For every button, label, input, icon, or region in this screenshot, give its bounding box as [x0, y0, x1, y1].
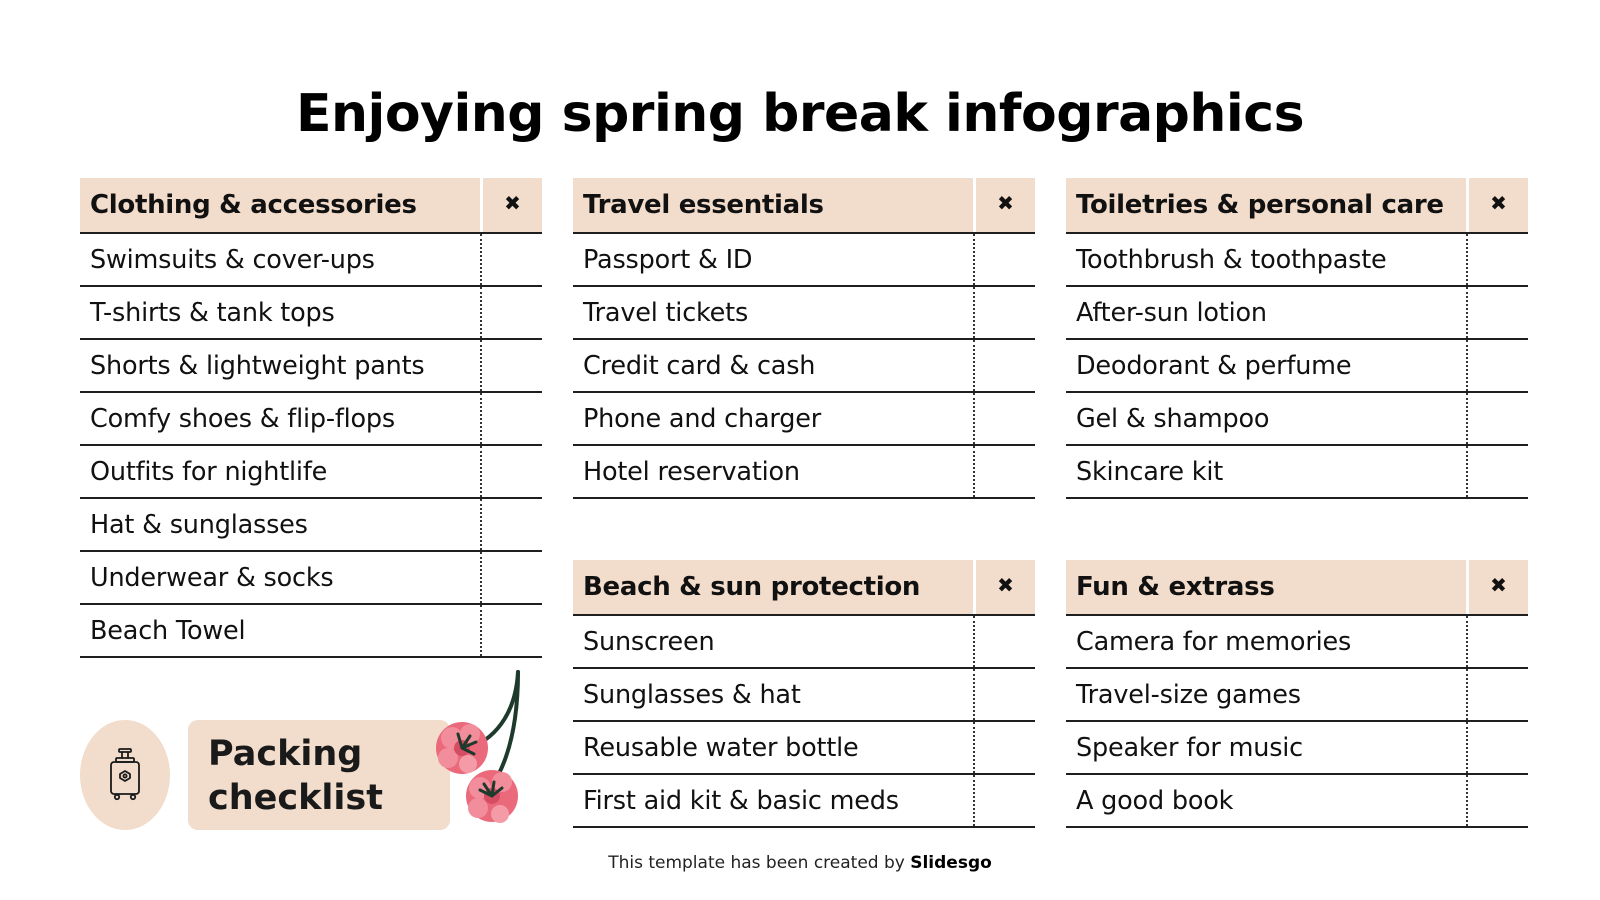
item-label: Skincare kit [1076, 456, 1224, 487]
check-cell[interactable] [973, 446, 1035, 497]
check-cell[interactable] [480, 234, 542, 285]
check-cell[interactable] [480, 605, 542, 656]
x-mark-icon: ✖ [1466, 178, 1528, 232]
item-label: Sunscreen [583, 626, 715, 657]
checklist-row [573, 340, 1035, 393]
check-cell[interactable] [1466, 234, 1528, 285]
checklist-row [80, 393, 542, 446]
item-label: Shorts & lightweight pants [90, 350, 425, 381]
check-cell[interactable] [973, 234, 1035, 285]
packing-checklist-badge [188, 720, 450, 830]
checklist-fun-extras [1066, 560, 1528, 828]
check-cell[interactable] [973, 287, 1035, 338]
checklist-row [1066, 722, 1528, 775]
check-cell[interactable] [1466, 669, 1528, 720]
checklist-row [1066, 446, 1528, 499]
table-header [80, 178, 542, 234]
checklist-travel-essentials [573, 178, 1035, 499]
checklist-row [80, 340, 542, 393]
item-label: Comfy shoes & flip-flops [90, 403, 395, 434]
table-header [573, 560, 1035, 616]
checklist-row [573, 234, 1035, 287]
x-mark-icon: ✖ [480, 178, 542, 232]
item-label: Speaker for music [1076, 732, 1303, 763]
checklist-toiletries [1066, 178, 1528, 499]
check-cell[interactable] [1466, 393, 1528, 444]
item-label: Beach Towel [90, 615, 246, 646]
item-label: Credit card & cash [583, 350, 816, 381]
checklist-row [1066, 287, 1528, 340]
check-cell[interactable] [480, 552, 542, 603]
item-label: Gel & shampoo [1076, 403, 1270, 434]
suitcase-badge [80, 720, 170, 830]
checklist-row [1066, 669, 1528, 722]
check-cell[interactable] [480, 393, 542, 444]
item-label: Hotel reservation [583, 456, 800, 487]
item-label: Deodorant & perfume [1076, 350, 1352, 381]
pink-flowers-icon [430, 668, 530, 838]
category-title: Toiletries & personal care [1076, 190, 1444, 220]
checklist-row [573, 616, 1035, 669]
category-title: Fun & extrass [1076, 572, 1275, 602]
checklist-row [80, 605, 542, 658]
check-cell[interactable] [1466, 775, 1528, 826]
item-label: Passport & ID [583, 244, 753, 275]
item-label: Hat & sunglasses [90, 509, 308, 540]
check-cell[interactable] [1466, 287, 1528, 338]
checklist-beach-sun [573, 560, 1035, 828]
item-label: Camera for memories [1076, 626, 1352, 657]
x-mark-icon: ✖ [1466, 560, 1528, 614]
checklist-row [573, 446, 1035, 499]
check-cell[interactable] [1466, 446, 1528, 497]
checklist-row [573, 393, 1035, 446]
item-label: Swimsuits & cover-ups [90, 244, 375, 275]
footer-brand-link[interactable]: Slidesgo [910, 853, 992, 873]
item-label: Toothbrush & toothpaste [1076, 244, 1387, 275]
table-header [573, 178, 1035, 234]
check-cell[interactable] [973, 669, 1035, 720]
check-cell[interactable] [1466, 722, 1528, 773]
check-cell[interactable] [480, 446, 542, 497]
checklist-row [80, 287, 542, 340]
item-label: Sunglasses & hat [583, 679, 801, 710]
item-label: Outfits for nightlife [90, 456, 328, 487]
footer-text: This template has been created by [608, 853, 911, 873]
checklist-row [573, 775, 1035, 828]
category-title: Clothing & accessories [90, 190, 417, 220]
checklist-row [1066, 393, 1528, 446]
x-mark-icon: ✖ [973, 560, 1035, 614]
item-label: T-shirts & tank tops [90, 297, 335, 328]
check-cell[interactable] [1466, 340, 1528, 391]
item-label: Underwear & socks [90, 562, 334, 593]
checklist-row [80, 552, 542, 605]
item-label: Phone and charger [583, 403, 821, 434]
category-title: Travel essentials [583, 190, 824, 220]
check-cell[interactable] [1466, 616, 1528, 667]
item-label: After-sun lotion [1076, 297, 1267, 328]
checklist-row [80, 499, 542, 552]
item-label: Travel-size games [1076, 679, 1301, 710]
item-label: Travel tickets [583, 297, 749, 328]
check-cell[interactable] [480, 340, 542, 391]
checklist-row [573, 722, 1035, 775]
check-cell[interactable] [973, 340, 1035, 391]
checklist-row [573, 669, 1035, 722]
item-label: A good book [1076, 785, 1234, 816]
checklist-row [1066, 775, 1528, 828]
category-title: Beach & sun protection [583, 572, 921, 602]
table-header [1066, 560, 1528, 616]
checklist-row [80, 234, 542, 287]
x-mark-icon: ✖ [973, 178, 1035, 232]
checklist-row [1066, 234, 1528, 287]
check-cell[interactable] [480, 287, 542, 338]
check-cell[interactable] [973, 393, 1035, 444]
checklist-row [80, 446, 542, 499]
badge-title: Packing checklist [208, 734, 383, 818]
checklist-row [1066, 616, 1528, 669]
page-title: Enjoying spring break infographics [295, 84, 1305, 144]
item-label: First aid kit & basic meds [583, 785, 899, 816]
check-cell[interactable] [973, 616, 1035, 667]
table-header [1066, 178, 1528, 234]
suitcase-icon [108, 747, 142, 803]
item-label: Reusable water bottle [583, 732, 859, 763]
checklist-row [573, 287, 1035, 340]
footer-credit [0, 853, 1600, 873]
checklist-clothing [80, 178, 542, 658]
checklist-row [1066, 340, 1528, 393]
check-cell[interactable] [480, 499, 542, 550]
check-cell[interactable] [973, 722, 1035, 773]
check-cell[interactable] [973, 775, 1035, 826]
